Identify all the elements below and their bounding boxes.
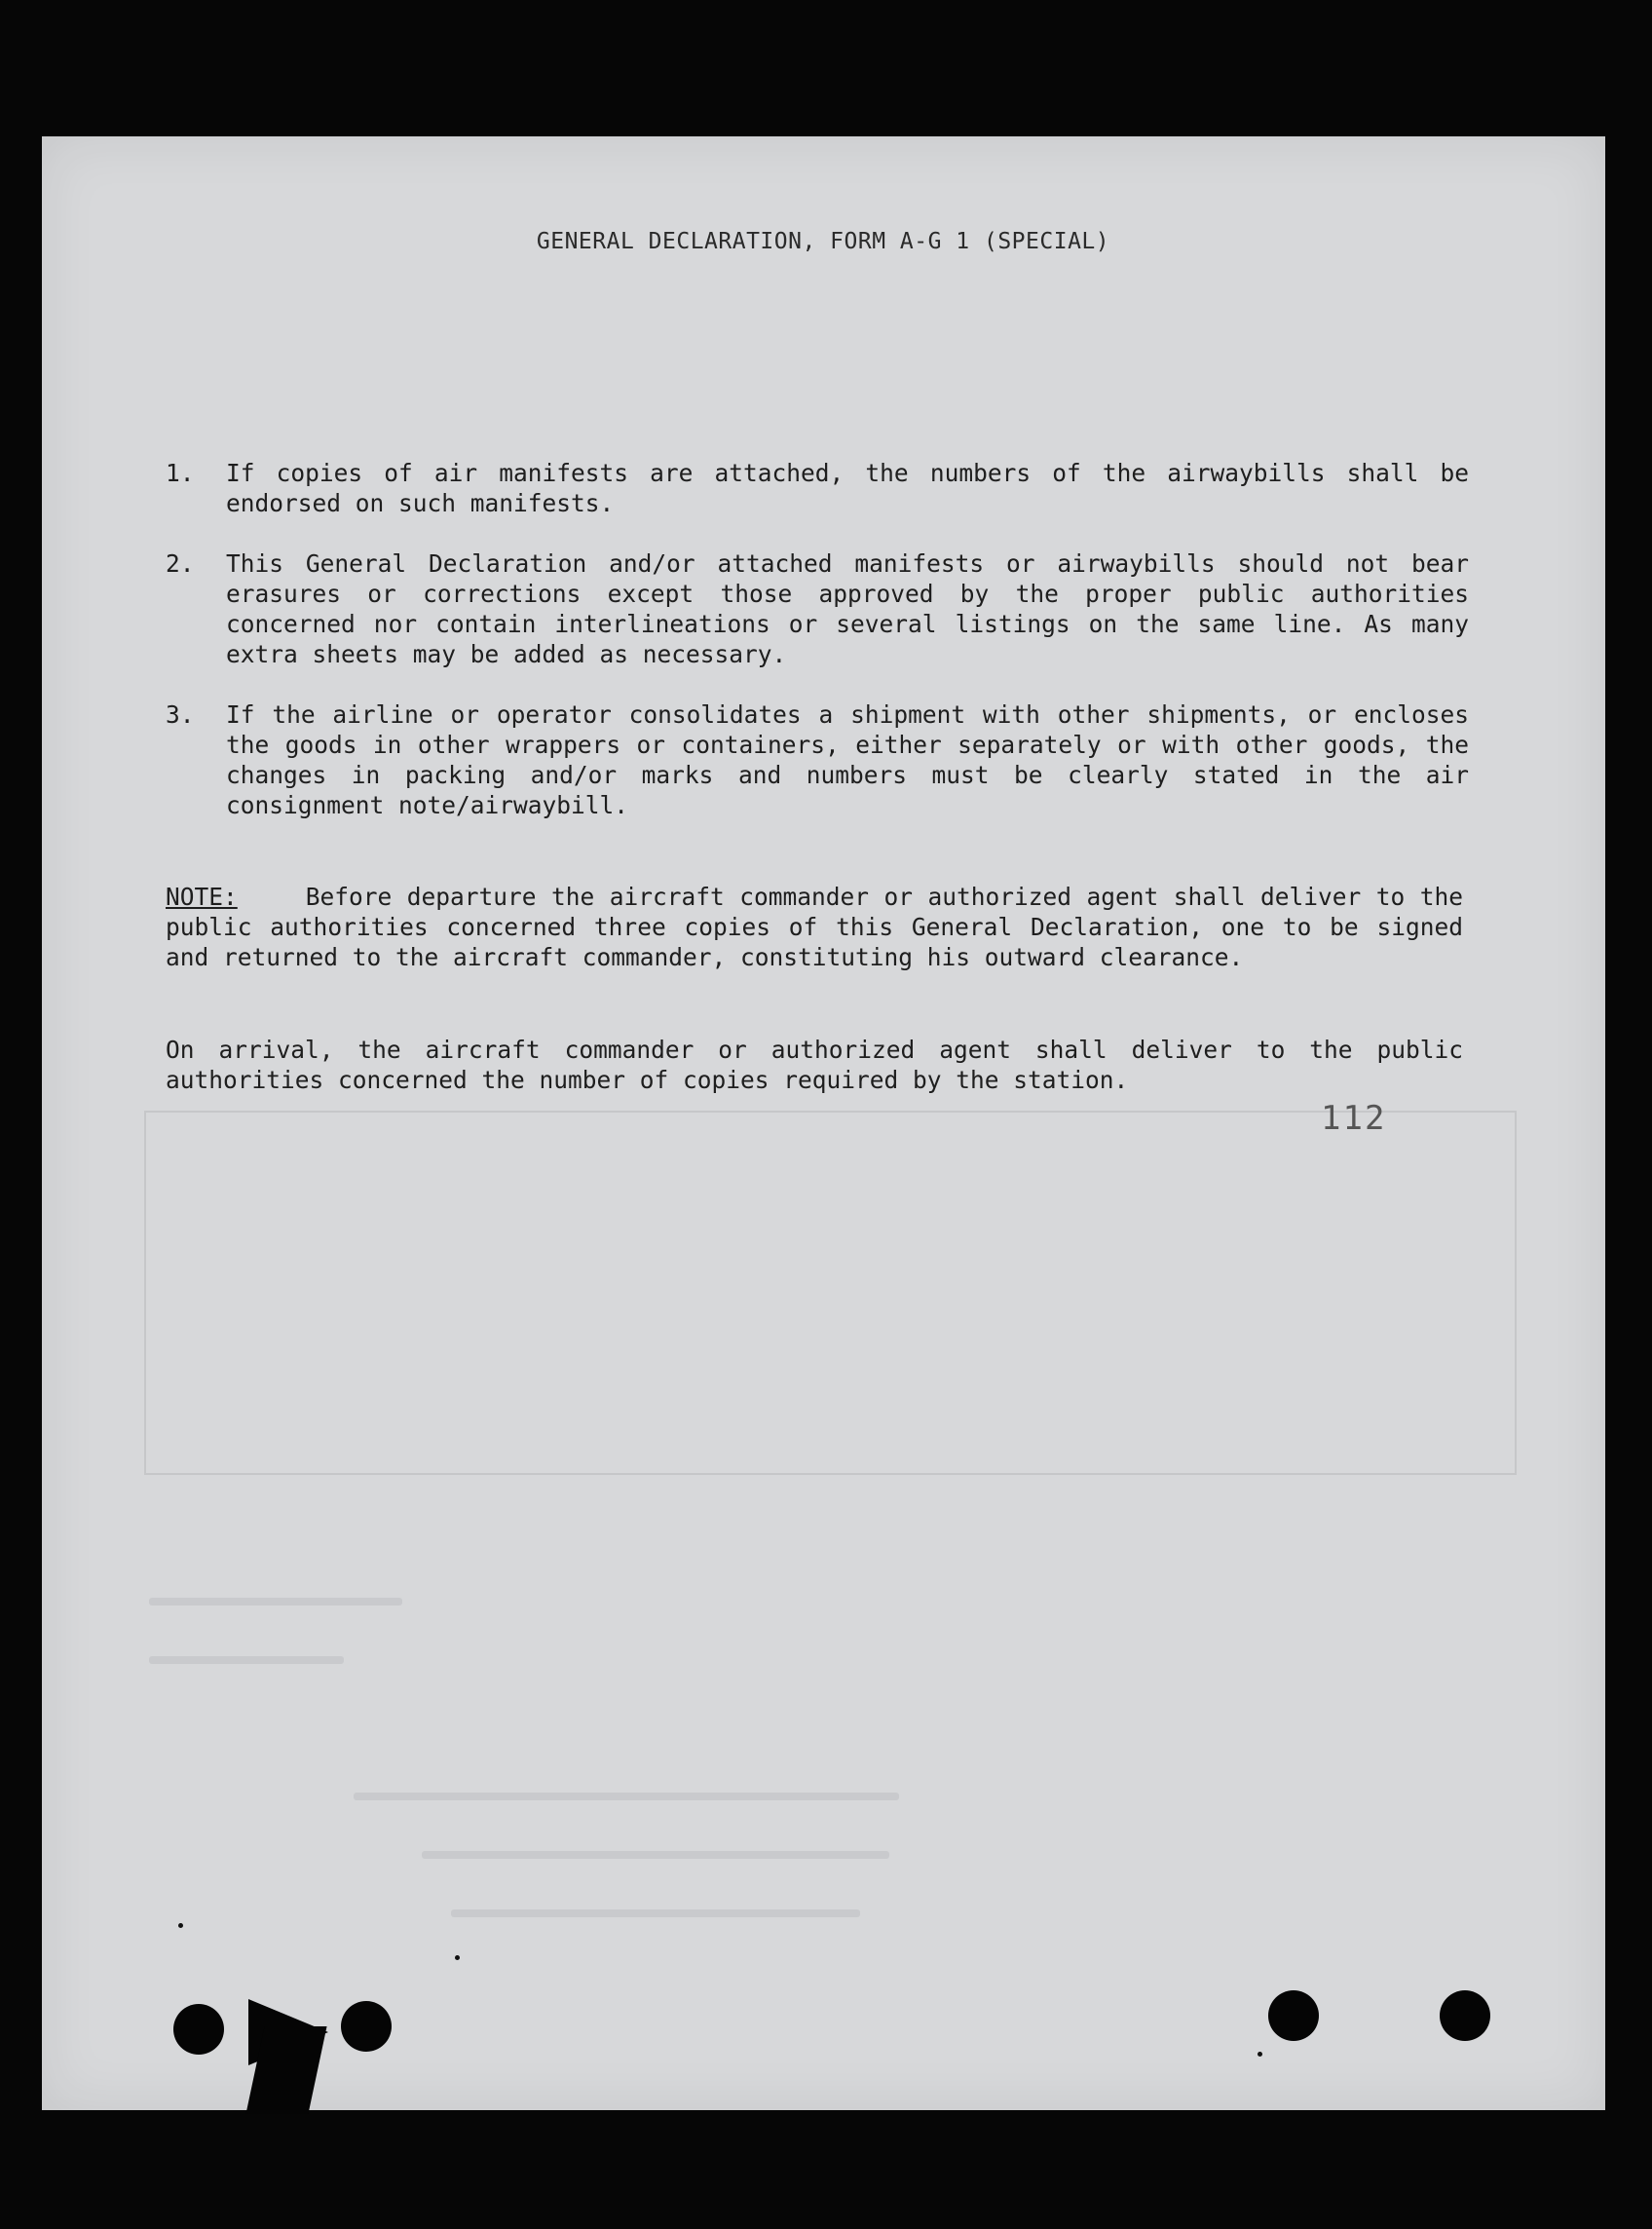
item-number: 2.	[166, 549, 195, 578]
item-number: 3.	[166, 700, 195, 729]
item-text: This General Declaration and/or attached manifests or airwaybills should not bear erasures or corrections except those approved by the proper public authorities concerned nor contain interlineations or several listings on the same line. As many extra sheets may be added as necessary.	[226, 549, 1469, 668]
show-through-line	[451, 1909, 860, 1917]
arrival-note	[166, 1035, 1463, 1095]
punch-hole	[1268, 1990, 1319, 2041]
stamp-number: 112	[1321, 1099, 1387, 1138]
show-through-line	[354, 1793, 899, 1800]
arrival-text: On arrival, the aircraft commander or authorized agent shall deliver to the public authorities concerned the number of copies required by the station.	[166, 1036, 1463, 1094]
scan-speck	[455, 1955, 460, 1960]
punch-hole	[173, 2004, 224, 2055]
punch-hole	[1440, 1990, 1490, 2041]
show-through-line	[422, 1851, 889, 1859]
page-title: GENERAL DECLARATION, FORM A-G 1 (SPECIAL)	[536, 229, 1110, 254]
scan-speck	[178, 1923, 183, 1928]
item-text: If copies of air manifests are attached, the numbers of the airwaybills shall be endorsed on such manifests.	[226, 459, 1469, 517]
show-through-box	[144, 1111, 1517, 1475]
scan-speck	[1258, 2052, 1262, 2057]
departure-note	[166, 882, 1463, 972]
note-label: NOTE:	[166, 883, 238, 911]
note-text: Before departure the aircraft commander or authorized agent shall deliver to the public authorities concerned three copies of this General Declaration, one to be signed and returned to the aircraft commander, constituting his outward clearance.	[166, 883, 1463, 971]
list-item	[166, 548, 1471, 669]
punch-hole	[341, 2001, 392, 2052]
item-text: If the airline or operator consolidates a shipment with other shipments, or encloses the goods in other wrappers or containers, either separately or with other goods, the changes in packing and/or marks and numbers must be clearly stated in the air consignment note/airwaybill.	[226, 700, 1469, 819]
list-item	[166, 699, 1471, 820]
list-item	[166, 458, 1471, 518]
show-through-line	[149, 1598, 402, 1606]
show-through-line	[149, 1656, 344, 1664]
item-number: 1.	[166, 459, 195, 487]
